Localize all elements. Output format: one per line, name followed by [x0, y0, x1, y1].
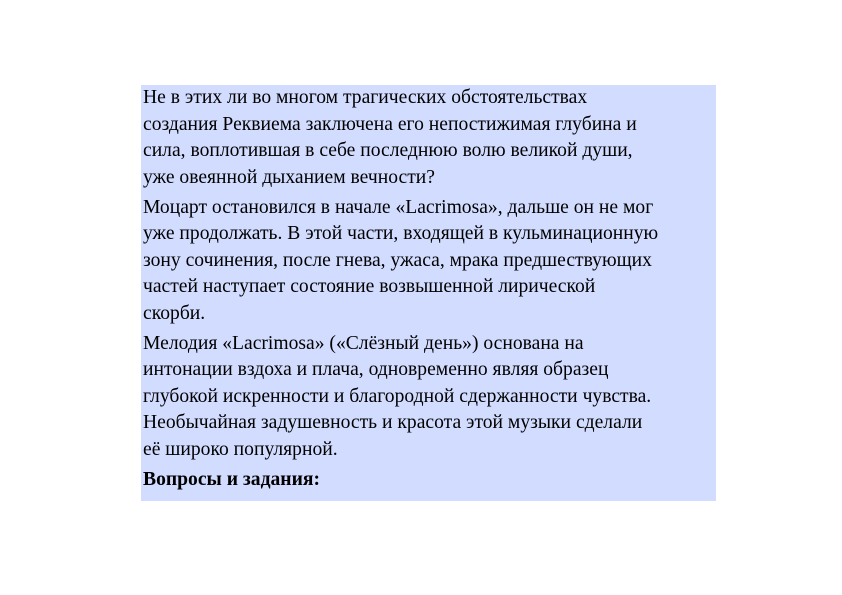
paragraph-line: сила, воплотившая в себе последнюю волю великой души,	[143, 140, 633, 161]
paragraph-line: скорби.	[143, 302, 206, 324]
paragraph-line: глубокой искренности и благородной сдержанности чувства.	[143, 385, 652, 407]
paragraph-3	[143, 331, 716, 464]
paragraph-line: интонации вздоха и плача, одновременно являя образец	[143, 359, 609, 380]
paragraph-line: Мелодия «Lacrimosa» («Слёзный день») основана на	[143, 332, 584, 354]
heading-text: Вопросы и задания:	[143, 468, 321, 490]
section-heading	[143, 467, 716, 494]
text-box	[141, 85, 716, 501]
paragraph-line: уже продолжать. В этой части, входящей в кульминационную	[143, 223, 659, 244]
paragraph-line: Не в этих ли во многом трагических обстоятельствах	[143, 87, 588, 108]
paragraph-line: уже овеянной дыханием вечности?	[143, 166, 435, 188]
paragraph-1	[143, 85, 716, 191]
paragraph-2	[143, 195, 716, 328]
paragraph-line: её широко популярной.	[143, 438, 338, 460]
paragraph-line: частей наступает состояние возвышенной лирической	[143, 276, 596, 297]
paragraph-line: создания Реквиема заключена его непостижимая глубина и	[143, 113, 637, 135]
paragraph-line: Необычайная задушевность и красота этой музыки сделали	[143, 412, 643, 433]
paragraph-line: зону сочинения, после гнева, ужаса, мрака предшествующих	[143, 249, 652, 271]
paragraph-line: Моцарт остановился в начале «Lacrimosa», дальше он не мог	[143, 196, 654, 218]
